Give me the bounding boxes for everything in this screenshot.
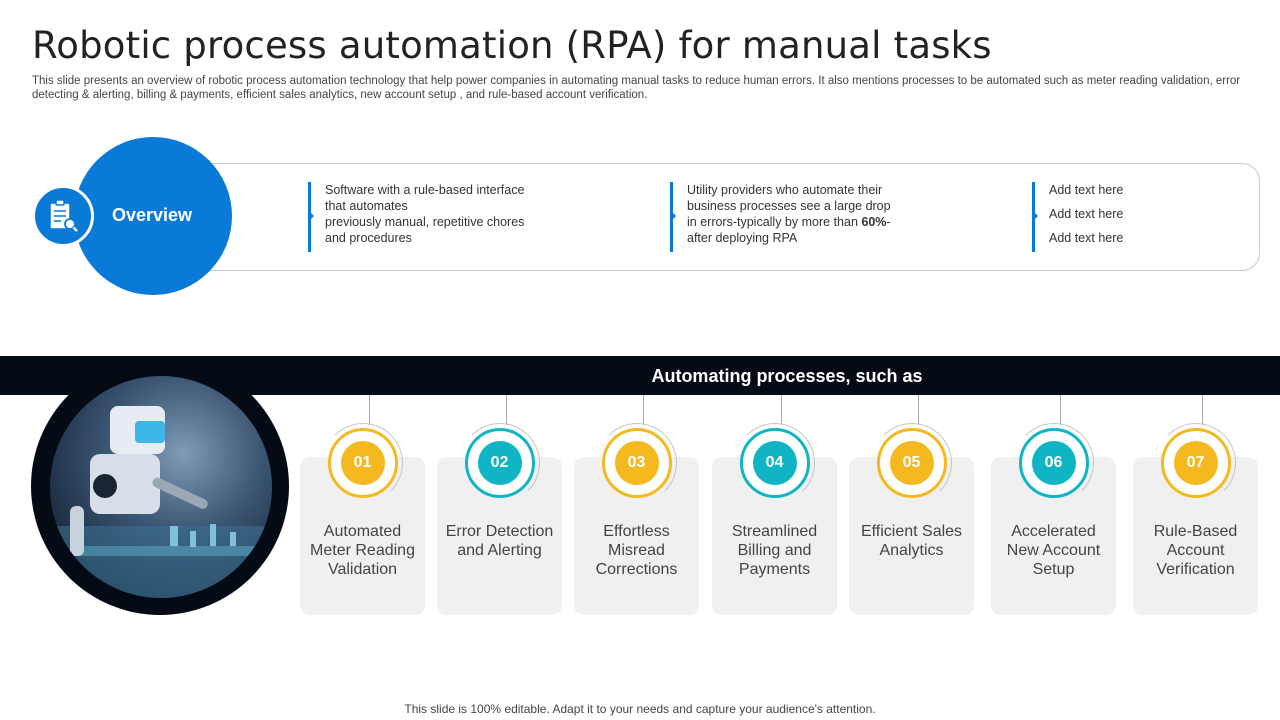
process-label: Error Detection and Alerting xyxy=(445,523,554,559)
process-number-badge: 06 xyxy=(1032,441,1076,485)
overview-item-3 xyxy=(1032,182,1232,252)
overview-item-2-line-3 xyxy=(687,214,970,230)
process-connector xyxy=(643,395,644,425)
process-number-badge: 02 xyxy=(478,441,522,485)
overview-item-2-line-4: after deploying RPA xyxy=(687,231,798,245)
process-label: Streamlined Billing and Payments xyxy=(731,523,818,578)
page-subtitle: This slide presents an overview of robotic process automation technology that help power companies in automating manual tasks to reduce human errors. It also mentions processes to be automated such as meter reading validation, error detecting & alerting, billing & payments, efficient sales analytics, new account setup , and rule-based account verification. xyxy=(32,75,1241,101)
overview-item-2-line-3-text: in errors-typically by more than xyxy=(687,215,862,229)
overview-item-1 xyxy=(308,182,608,252)
overview-item-3-line-2: Add text here xyxy=(1049,207,1124,221)
process-label: Automated Meter Reading Validation xyxy=(310,523,415,578)
process-connector xyxy=(506,395,507,425)
process-number-badge: 07 xyxy=(1174,441,1218,485)
overview-item-1-line-4: and procedures xyxy=(325,231,412,245)
process-connector xyxy=(918,395,919,425)
overview-item-1-line-3: previously manual, repetitive chores xyxy=(325,215,525,229)
overview-item-2-line-1: Utility providers who automate their xyxy=(687,183,883,197)
clipboard-search-icon xyxy=(32,185,94,247)
overview-item-2 xyxy=(670,182,970,252)
overview-item-2-line-2: business processes see a large drop xyxy=(687,199,891,213)
process-connector xyxy=(1202,395,1203,425)
page-title: Robotic process automation (RPA) for manual tasks xyxy=(32,24,992,67)
overview-item-2-dash: - xyxy=(886,215,891,229)
footer-note: This slide is 100% editable. Adapt it to your needs and capture your audience's attention. xyxy=(404,702,876,716)
process-label: Rule-Based Account Verification xyxy=(1153,523,1238,578)
process-connector xyxy=(1060,395,1061,425)
overview-item-1-line-2: that automates xyxy=(325,199,408,213)
processes-banner-title: Automating processes, such as xyxy=(651,366,923,386)
process-number-badge: 05 xyxy=(890,441,934,485)
process-number-badge: 03 xyxy=(615,441,659,485)
process-connector xyxy=(369,395,370,425)
overview-item-2-percent: 60% xyxy=(861,215,887,229)
overview-label: Overview xyxy=(111,205,193,225)
process-number-badge: 04 xyxy=(753,441,797,485)
process-number-badge: 01 xyxy=(341,441,385,485)
process-label: Effortless Misread Corrections xyxy=(595,523,678,578)
process-connector xyxy=(781,395,782,425)
overview-item-1-line-1: Software with a rule-based interface xyxy=(325,183,525,197)
robot-image xyxy=(50,376,272,598)
overview-item-3-line-1: Add text here xyxy=(1049,183,1124,197)
process-label: Efficient Sales Analytics xyxy=(860,523,963,559)
overview-item-3-line-3: Add text here xyxy=(1049,231,1124,245)
process-label: Accelerated New Account Setup xyxy=(1006,523,1101,578)
